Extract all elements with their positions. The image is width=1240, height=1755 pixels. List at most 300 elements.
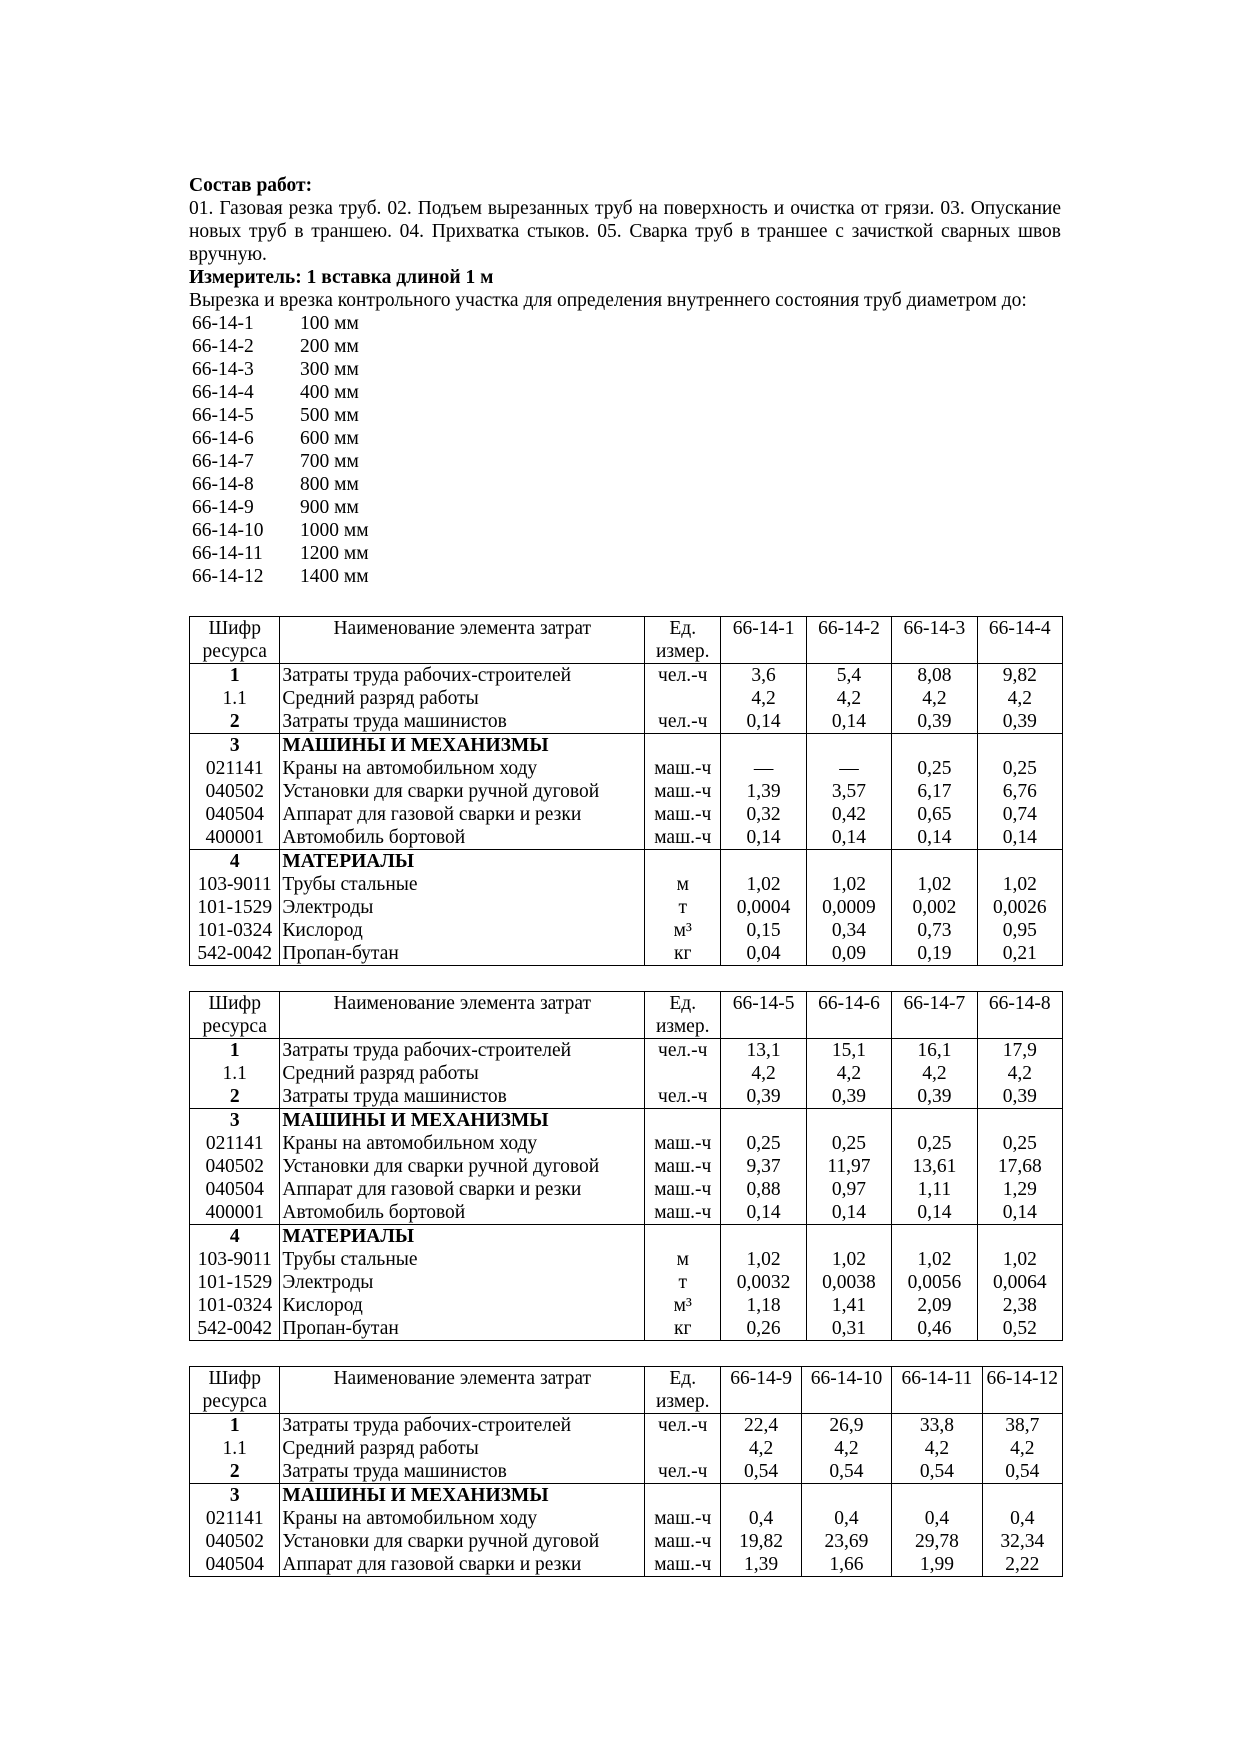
table-row xyxy=(190,1155,1063,1178)
norm-value: 32,34 xyxy=(982,1530,1062,1553)
code-list-size: 500 мм xyxy=(300,405,359,426)
norm-value: 4,2 xyxy=(892,687,977,710)
cost-element-name: Электроды xyxy=(280,896,645,919)
header-column: 66-14-10 xyxy=(801,1367,891,1414)
code-list-size: 700 мм xyxy=(300,451,359,472)
norm-value: 0,0032 xyxy=(721,1271,806,1294)
table-row xyxy=(190,803,1063,826)
unit-of-measure: кг xyxy=(645,1317,721,1341)
norm-value xyxy=(721,1225,806,1249)
table-row xyxy=(190,1507,1063,1530)
norm-table xyxy=(189,991,1063,1341)
norm-value: 0,4 xyxy=(801,1507,891,1530)
cost-element-name: Затраты труда машинистов xyxy=(280,1460,645,1484)
header-column: 66-14-4 xyxy=(977,617,1062,664)
code-list-item xyxy=(192,358,1061,381)
cost-element-name: Средний разряд работы xyxy=(280,687,645,710)
code-list-item xyxy=(192,427,1061,450)
cost-element-name: МАТЕРИАЛЫ xyxy=(280,1225,645,1249)
norm-value: 6,76 xyxy=(977,780,1062,803)
header-unit: Ед. измер. xyxy=(645,1367,721,1414)
norm-value: 1,02 xyxy=(806,1248,891,1271)
unit-of-measure xyxy=(645,734,721,758)
unit-of-measure: маш.-ч xyxy=(645,1507,721,1530)
table-row xyxy=(190,1109,1063,1133)
code-list-code: 66-14-8 xyxy=(192,474,254,495)
code-list-code: 66-14-12 xyxy=(192,566,264,587)
norm-value: — xyxy=(806,757,891,780)
cost-element-name: МАТЕРИАЛЫ xyxy=(280,850,645,874)
norm-value: 0,09 xyxy=(806,942,891,966)
resource-code: 040502 xyxy=(190,1530,280,1553)
norm-value: 5,4 xyxy=(806,664,891,688)
norm-value: 1,02 xyxy=(892,873,977,896)
cost-element-name: Установки для сварки ручной дуговой xyxy=(280,780,645,803)
norm-value: 0,14 xyxy=(892,826,977,850)
norm-value: 0,39 xyxy=(892,710,977,734)
table-row xyxy=(190,873,1063,896)
unit-of-measure: т xyxy=(645,1271,721,1294)
header-column: 66-14-9 xyxy=(721,1367,801,1414)
norm-value: 4,2 xyxy=(806,1062,891,1085)
norm-value: 0,65 xyxy=(892,803,977,826)
code-list-code: 66-14-9 xyxy=(192,497,254,518)
norm-value: 0,26 xyxy=(721,1317,806,1341)
table-row xyxy=(190,1437,1063,1460)
header-column: 66-14-3 xyxy=(892,617,977,664)
unit-of-measure: т xyxy=(645,896,721,919)
norm-value: 0,97 xyxy=(806,1178,891,1201)
resource-code: 021141 xyxy=(190,1507,280,1530)
header-column: 66-14-5 xyxy=(721,992,806,1039)
norm-value: 0,88 xyxy=(721,1178,806,1201)
unit-of-measure: чел.-ч xyxy=(645,664,721,688)
norm-value: 0,95 xyxy=(977,919,1062,942)
unit-of-measure: м xyxy=(645,873,721,896)
norm-value: 9,82 xyxy=(977,664,1062,688)
norm-value: 33,8 xyxy=(892,1414,982,1438)
norm-value xyxy=(892,1225,977,1249)
norm-value: 4,2 xyxy=(721,687,806,710)
cost-element-name: Затраты труда рабочих-строителей xyxy=(280,1039,645,1063)
norm-value: 0,15 xyxy=(721,919,806,942)
norm-value: 0,21 xyxy=(977,942,1062,966)
norm-value xyxy=(806,1109,891,1133)
norm-value: 4,2 xyxy=(892,1437,982,1460)
norm-value: 4,2 xyxy=(721,1062,806,1085)
unit-of-measure: чел.-ч xyxy=(645,710,721,734)
norm-value xyxy=(721,1109,806,1133)
cost-element-name: Кислород xyxy=(280,919,645,942)
code-list-size: 1200 мм xyxy=(300,543,369,564)
norm-value: 0,54 xyxy=(892,1460,982,1484)
norm-value: 4,2 xyxy=(801,1437,891,1460)
unit-of-measure: маш.-ч xyxy=(645,1553,721,1577)
norm-value: 0,25 xyxy=(806,1132,891,1155)
cost-element-name: Установки для сварки ручной дуговой xyxy=(280,1530,645,1553)
unit-of-measure: маш.-ч xyxy=(645,1201,721,1225)
code-list-item xyxy=(192,565,1061,588)
resource-code: 542-0042 xyxy=(190,942,280,966)
code-list-item xyxy=(192,542,1061,565)
code-list-code: 66-14-2 xyxy=(192,336,254,357)
norm-value: 1,29 xyxy=(977,1178,1062,1201)
norm-value: — xyxy=(721,757,806,780)
code-list-size: 300 мм xyxy=(300,359,359,380)
resource-code: 400001 xyxy=(190,1201,280,1225)
code-list-size: 1000 мм xyxy=(300,520,369,541)
norm-value: 17,68 xyxy=(977,1155,1062,1178)
norm-value: 0,14 xyxy=(892,1201,977,1225)
norm-value: 0,46 xyxy=(892,1317,977,1341)
composition-text: 01. Газовая резка труб. 02. Подъем вырезанных труб на поверхность и очистка от грязи. 03. Опускание новых труб в траншею. 04. Прихватка стыков. 05. Сварка труб в траншее с зачисткой сварных швов вручную. xyxy=(189,198,1061,265)
resource-code: 040504 xyxy=(190,803,280,826)
code-list-code: 66-14-6 xyxy=(192,428,254,449)
header-column: 66-14-12 xyxy=(982,1367,1062,1414)
norm-value xyxy=(721,734,806,758)
document-page xyxy=(189,174,1061,1577)
norm-value: 0,0009 xyxy=(806,896,891,919)
resource-code: 101-0324 xyxy=(190,919,280,942)
resource-code: 040504 xyxy=(190,1178,280,1201)
resource-code: 400001 xyxy=(190,826,280,850)
resource-code: 1.1 xyxy=(190,687,280,710)
norm-value: 1,02 xyxy=(892,1248,977,1271)
unit-of-measure: кг xyxy=(645,942,721,966)
cost-element-name: МАШИНЫ И МЕХАНИЗМЫ xyxy=(280,1109,645,1133)
header-name: Наименование элемента затрат xyxy=(280,1367,645,1414)
unit-of-measure: чел.-ч xyxy=(645,1085,721,1109)
code-list-code: 66-14-1 xyxy=(192,313,254,334)
norm-value xyxy=(721,1484,801,1508)
resource-code: 103-9011 xyxy=(190,1248,280,1271)
norm-value: 1,99 xyxy=(892,1553,982,1577)
code-list-code: 66-14-5 xyxy=(192,405,254,426)
norm-value: 3,57 xyxy=(806,780,891,803)
table-row xyxy=(190,1039,1063,1063)
norm-value: 0,25 xyxy=(721,1132,806,1155)
norm-value: 0,34 xyxy=(806,919,891,942)
tables-container xyxy=(189,616,1061,1577)
norm-value: 4,2 xyxy=(977,687,1062,710)
header-column: 66-14-8 xyxy=(977,992,1062,1039)
cost-element-name: Краны на автомобильном ходу xyxy=(280,1507,645,1530)
norm-value: 0,39 xyxy=(721,1085,806,1109)
unit-of-measure: чел.-ч xyxy=(645,1039,721,1063)
norm-value xyxy=(977,1109,1062,1133)
cost-element-name: Затраты труда рабочих-строителей xyxy=(280,1414,645,1438)
resource-code: 040504 xyxy=(190,1553,280,1577)
header-unit: Ед. измер. xyxy=(645,617,721,664)
norm-value: 3,6 xyxy=(721,664,806,688)
code-list-item xyxy=(192,335,1061,358)
table-row xyxy=(190,1414,1063,1438)
norm-value: 0,74 xyxy=(977,803,1062,826)
resource-code: 101-1529 xyxy=(190,896,280,919)
resource-code: 101-0324 xyxy=(190,1294,280,1317)
code-list-size: 200 мм xyxy=(300,336,359,357)
cost-element-name: Затраты труда рабочих-строителей xyxy=(280,664,645,688)
norm-value: 0,14 xyxy=(806,826,891,850)
norm-table xyxy=(189,1366,1063,1577)
header-column: 66-14-2 xyxy=(806,617,891,664)
norm-value: 17,9 xyxy=(977,1039,1062,1063)
norm-value xyxy=(801,1484,891,1508)
code-list-item xyxy=(192,312,1061,335)
resource-code: 4 xyxy=(190,850,280,874)
code-list-code: 66-14-11 xyxy=(192,543,263,564)
code-list-code: 66-14-7 xyxy=(192,451,254,472)
table-row xyxy=(190,1294,1063,1317)
norm-value: 0,4 xyxy=(721,1507,801,1530)
header-code: Шифр ресурса xyxy=(190,992,280,1039)
norm-value: 0,4 xyxy=(892,1507,982,1530)
code-list-size: 100 мм xyxy=(300,313,359,334)
norm-value: 0,002 xyxy=(892,896,977,919)
composition-heading: Состав работ: xyxy=(189,175,313,196)
norm-value: 0,54 xyxy=(721,1460,801,1484)
norm-value: 1,02 xyxy=(721,1248,806,1271)
norm-value: 2,22 xyxy=(982,1553,1062,1577)
table-row xyxy=(190,896,1063,919)
table-row xyxy=(190,1085,1063,1109)
cost-element-name: Кислород xyxy=(280,1294,645,1317)
code-list-code: 66-14-10 xyxy=(192,520,264,541)
norm-value xyxy=(806,1225,891,1249)
norm-value: 1,11 xyxy=(892,1178,977,1201)
meter-text: Вырезка и врезка контрольного участка для определения внутреннего состояния труб диаметром до: xyxy=(189,290,1027,311)
unit-of-measure: м³ xyxy=(645,919,721,942)
norm-value: 0,04 xyxy=(721,942,806,966)
cost-element-name: Средний разряд работы xyxy=(280,1062,645,1085)
norm-value: 0,0004 xyxy=(721,896,806,919)
meter-heading: Измеритель: 1 вставка длиной 1 м xyxy=(189,267,494,288)
table-header-row xyxy=(190,617,1063,664)
norm-value: 1,66 xyxy=(801,1553,891,1577)
cost-element-name: Аппарат для газовой сварки и резки xyxy=(280,1553,645,1577)
cost-element-name: Краны на автомобильном ходу xyxy=(280,1132,645,1155)
resource-code: 542-0042 xyxy=(190,1317,280,1341)
norm-value: 11,97 xyxy=(806,1155,891,1178)
norm-value: 1,02 xyxy=(806,873,891,896)
cost-element-name: Трубы стальные xyxy=(280,1248,645,1271)
table-row xyxy=(190,1248,1063,1271)
norm-value: 0,39 xyxy=(977,1085,1062,1109)
norm-table xyxy=(189,616,1063,966)
cost-element-name: Электроды xyxy=(280,1271,645,1294)
resource-code: 040502 xyxy=(190,1155,280,1178)
norm-value xyxy=(721,850,806,874)
unit-of-measure: маш.-ч xyxy=(645,826,721,850)
norm-value: 0,0026 xyxy=(977,896,1062,919)
norm-value: 0,4 xyxy=(982,1507,1062,1530)
unit-of-measure xyxy=(645,1109,721,1133)
table-row xyxy=(190,1132,1063,1155)
resource-code: 2 xyxy=(190,710,280,734)
resource-code: 3 xyxy=(190,1109,280,1133)
norm-value: 0,25 xyxy=(977,1132,1062,1155)
code-list-item xyxy=(192,404,1061,427)
resource-code: 3 xyxy=(190,734,280,758)
unit-of-measure xyxy=(645,1484,721,1508)
norm-value: 0,14 xyxy=(806,710,891,734)
norm-value: 29,78 xyxy=(892,1530,982,1553)
table-row xyxy=(190,942,1063,966)
norm-value xyxy=(982,1484,1062,1508)
resource-code: 2 xyxy=(190,1460,280,1484)
unit-of-measure: маш.-ч xyxy=(645,1178,721,1201)
norm-value xyxy=(977,850,1062,874)
norm-value: 1,39 xyxy=(721,780,806,803)
norm-value xyxy=(977,734,1062,758)
unit-of-measure xyxy=(645,1062,721,1085)
norm-value: 4,2 xyxy=(892,1062,977,1085)
norm-value: 0,14 xyxy=(977,1201,1062,1225)
resource-code: 4 xyxy=(190,1225,280,1249)
norm-value: 0,14 xyxy=(721,826,806,850)
norm-value xyxy=(892,850,977,874)
table-row xyxy=(190,710,1063,734)
norm-value: 26,9 xyxy=(801,1414,891,1438)
norm-value: 0,32 xyxy=(721,803,806,826)
table-row xyxy=(190,919,1063,942)
norm-value: 1,02 xyxy=(977,1248,1062,1271)
norm-value: 0,14 xyxy=(977,826,1062,850)
norm-value: 0,19 xyxy=(892,942,977,966)
norm-value: 13,61 xyxy=(892,1155,977,1178)
cost-element-name: Автомобиль бортовой xyxy=(280,826,645,850)
table-row xyxy=(190,1484,1063,1508)
norm-value: 0,25 xyxy=(892,757,977,780)
norm-value: 0,52 xyxy=(977,1317,1062,1341)
norm-value: 9,37 xyxy=(721,1155,806,1178)
cost-element-name: Затраты труда машинистов xyxy=(280,710,645,734)
unit-of-measure: м³ xyxy=(645,1294,721,1317)
norm-value: 23,69 xyxy=(801,1530,891,1553)
unit-of-measure: маш.-ч xyxy=(645,780,721,803)
code-list-item xyxy=(192,450,1061,473)
table-row xyxy=(190,1460,1063,1484)
unit-of-measure: маш.-ч xyxy=(645,1132,721,1155)
unit-of-measure: чел.-ч xyxy=(645,1414,721,1438)
code-list-size: 1400 мм xyxy=(300,566,369,587)
norm-value: 0,0056 xyxy=(892,1271,977,1294)
norm-value: 38,7 xyxy=(982,1414,1062,1438)
norm-value xyxy=(977,1225,1062,1249)
norm-value xyxy=(806,734,891,758)
table-row xyxy=(190,1271,1063,1294)
norm-value: 22,4 xyxy=(721,1414,801,1438)
header-column: 66-14-6 xyxy=(806,992,891,1039)
resource-code: 101-1529 xyxy=(190,1271,280,1294)
resource-code: 1 xyxy=(190,664,280,688)
resource-code: 1.1 xyxy=(190,1062,280,1085)
table-row xyxy=(190,1225,1063,1249)
cost-element-name: Пропан-бутан xyxy=(280,942,645,966)
code-list xyxy=(192,312,1061,588)
norm-value: 0,73 xyxy=(892,919,977,942)
table-row xyxy=(190,826,1063,850)
norm-value xyxy=(892,734,977,758)
cost-element-name: Автомобиль бортовой xyxy=(280,1201,645,1225)
resource-code: 040502 xyxy=(190,780,280,803)
norm-value: 13,1 xyxy=(721,1039,806,1063)
unit-of-measure xyxy=(645,850,721,874)
unit-of-measure: маш.-ч xyxy=(645,803,721,826)
cost-element-name: Аппарат для газовой сварки и резки xyxy=(280,803,645,826)
header-name: Наименование элемента затрат xyxy=(280,617,645,664)
unit-of-measure xyxy=(645,687,721,710)
norm-value: 0,14 xyxy=(721,1201,806,1225)
norm-value: 15,1 xyxy=(806,1039,891,1063)
unit-of-measure: маш.-ч xyxy=(645,1530,721,1553)
norm-value: 1,39 xyxy=(721,1553,801,1577)
unit-of-measure: маш.-ч xyxy=(645,757,721,780)
norm-value: 4,2 xyxy=(982,1437,1062,1460)
resource-code: 1.1 xyxy=(190,1437,280,1460)
norm-value: 4,2 xyxy=(806,687,891,710)
code-list-size: 400 мм xyxy=(300,382,359,403)
unit-of-measure: маш.-ч xyxy=(645,1155,721,1178)
header-column: 66-14-7 xyxy=(892,992,977,1039)
cost-element-name: Затраты труда машинистов xyxy=(280,1085,645,1109)
code-list-item xyxy=(192,496,1061,519)
cost-element-name: МАШИНЫ И МЕХАНИЗМЫ xyxy=(280,734,645,758)
code-list-code: 66-14-3 xyxy=(192,359,254,380)
code-list-size: 800 мм xyxy=(300,474,359,495)
norm-value xyxy=(806,850,891,874)
table-row xyxy=(190,1062,1063,1085)
resource-code: 021141 xyxy=(190,757,280,780)
table-row xyxy=(190,687,1063,710)
table-header-row xyxy=(190,992,1063,1039)
cost-element-name: Установки для сварки ручной дуговой xyxy=(280,1155,645,1178)
table-row xyxy=(190,734,1063,758)
cost-element-name: МАШИНЫ И МЕХАНИЗМЫ xyxy=(280,1484,645,1508)
table-header-row xyxy=(190,1367,1063,1414)
norm-value: 1,02 xyxy=(721,873,806,896)
resource-code: 1 xyxy=(190,1039,280,1063)
table-row xyxy=(190,1553,1063,1577)
norm-value: 2,38 xyxy=(977,1294,1062,1317)
norm-value: 2,09 xyxy=(892,1294,977,1317)
norm-value: 0,54 xyxy=(801,1460,891,1484)
cost-element-name: Пропан-бутан xyxy=(280,1317,645,1341)
code-list-size: 600 мм xyxy=(300,428,359,449)
resource-code: 103-9011 xyxy=(190,873,280,896)
norm-value: 0,0064 xyxy=(977,1271,1062,1294)
unit-of-measure xyxy=(645,1225,721,1249)
header-column: 66-14-1 xyxy=(721,617,806,664)
norm-value: 6,17 xyxy=(892,780,977,803)
table-row xyxy=(190,1530,1063,1553)
norm-value: 0,14 xyxy=(721,710,806,734)
norm-value: 16,1 xyxy=(892,1039,977,1063)
norm-value xyxy=(892,1109,977,1133)
table-row xyxy=(190,780,1063,803)
header-code: Шифр ресурса xyxy=(190,1367,280,1414)
norm-value: 0,31 xyxy=(806,1317,891,1341)
header-unit: Ед. измер. xyxy=(645,992,721,1039)
code-list-item xyxy=(192,381,1061,404)
norm-value: 1,02 xyxy=(977,873,1062,896)
header-code: Шифр ресурса xyxy=(190,617,280,664)
norm-value xyxy=(892,1484,982,1508)
norm-value: 0,0038 xyxy=(806,1271,891,1294)
resource-code: 2 xyxy=(190,1085,280,1109)
table-row xyxy=(190,850,1063,874)
norm-value: 4,2 xyxy=(721,1437,801,1460)
